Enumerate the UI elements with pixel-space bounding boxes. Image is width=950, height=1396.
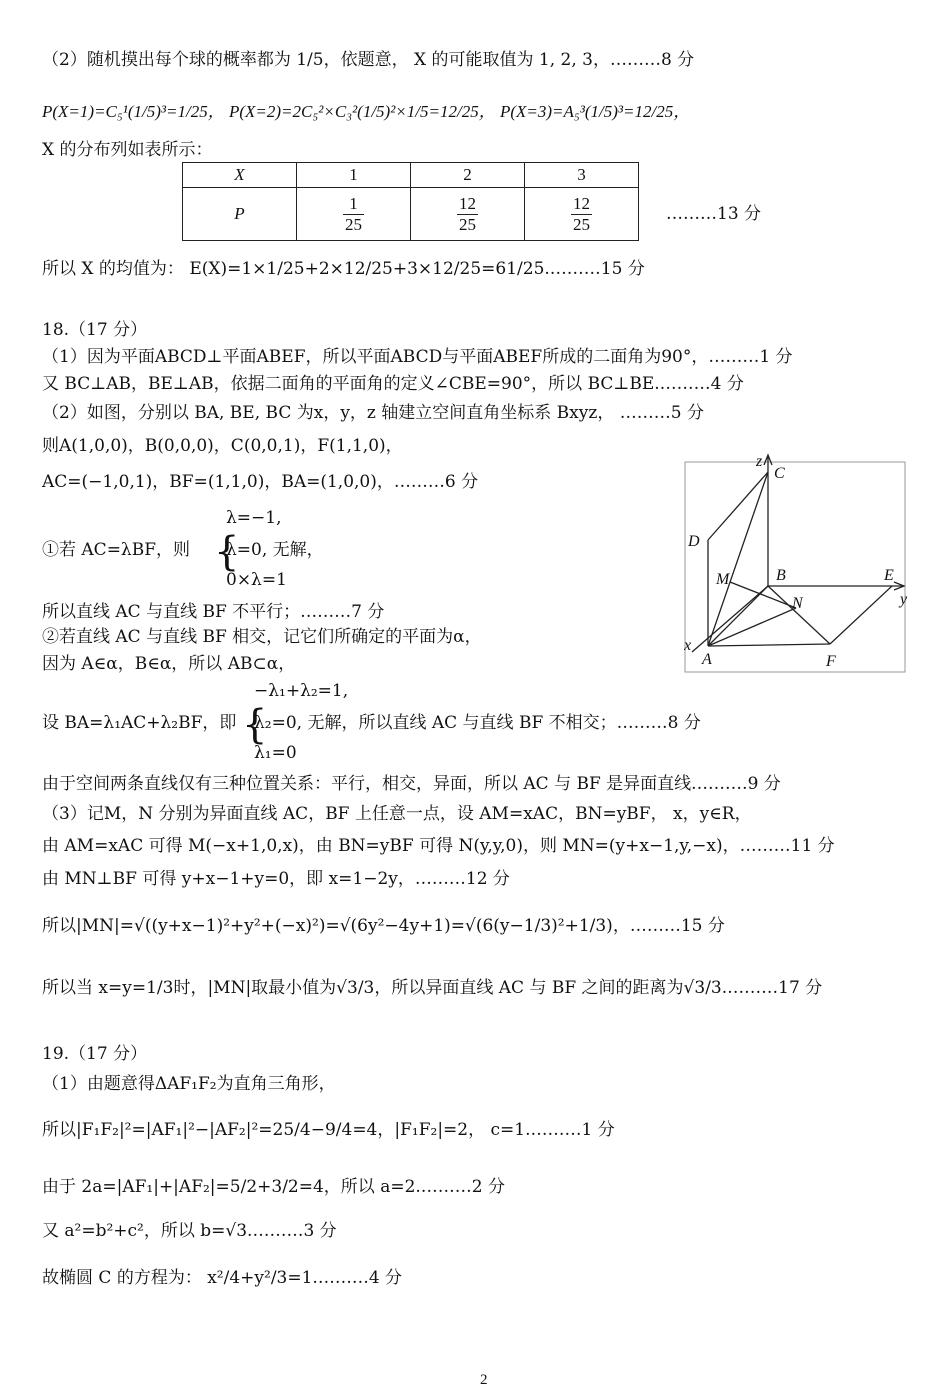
- label-d: D: [688, 533, 700, 550]
- system-1-eq3: 0×λ=1: [226, 570, 287, 590]
- line-16: （3）记M，N 分别为异面直线 AC，BF 上任意一点，设 AM=xAC，BN=yBF， x，y∈R，: [42, 804, 752, 824]
- line-23: 由于 2a=|AF₁|+|AF₂|=5/2+3/2=4，所以 a=2.………2 分: [42, 1177, 506, 1197]
- x-axis: [692, 586, 768, 652]
- label-z: z: [756, 453, 763, 470]
- table-cell: $\frac{12}{25}$: [525, 188, 639, 241]
- line-11: 所以直线 AC 与直线 BF 不平行；………7 分: [42, 602, 385, 622]
- question-18-heading: 18.（17 分）: [42, 320, 148, 340]
- label-f: F: [826, 653, 836, 670]
- edge-ac: [708, 472, 768, 646]
- line-7: （2）如图，分别以 BA, BE, BC 为x，y，z 轴建立空间直角坐标系 Bxyz， ………5 分: [42, 403, 704, 423]
- system-2-eq3: λ₁=0: [254, 743, 297, 763]
- line-1: （2）随机摸出每个球的概率都为 1/5，依题意， X 的可能取值为 1, 2, 3，………8 分: [42, 50, 695, 70]
- line-25: 故椭圆 C 的方程为： x²/4+y²/3=1.………4 分: [42, 1268, 403, 1288]
- line-20: 所以当 x=y=1/3时，|MN|取最小值为√3/3，所以异面直线 AC 与 BF 之间的距离为√3/3.………17 分: [42, 978, 823, 998]
- line-17: 由 AM=xAC 可得 M(−x+1,0,x)，由 BN=yBF 可得 N(y,y,0)，则 MN=(y+x−1,y,−x)，………11 分: [42, 836, 835, 856]
- line-12: ②若直线 AC 与直线 BF 相交，记它们所确定的平面为α，: [42, 627, 482, 647]
- table-header-2: 2: [411, 163, 525, 188]
- table-header-x: X: [183, 163, 297, 188]
- edge-fe: [830, 586, 892, 644]
- brace-1: {: [214, 529, 240, 575]
- label-e: E: [884, 567, 894, 584]
- geometry-figure: [684, 452, 908, 676]
- figure-frame: [685, 462, 905, 672]
- line-18: 由 MN⊥BF 可得 y+x−1+y=0，即 x=1−2y，………12 分: [42, 869, 510, 889]
- label-n: N: [792, 595, 803, 612]
- edge-cd: [708, 472, 768, 540]
- line-15: 由于空间两条直线仅有三种位置关系：平行，相交，异面，所以 AC 与 BF 是异面直线.………9 分: [42, 774, 781, 794]
- line-22: 所以|F₁F₂|²=|AF₁|²−|AF₂|²=25/4−9/4=4，|F₁F₂|=2， c=1.………1 分: [42, 1120, 615, 1140]
- line-13: 因为 A∈α，B∈α，所以 AB⊂α，: [42, 654, 296, 674]
- edge-ab: [708, 586, 768, 646]
- table-cell: $\frac{12}{25}$: [411, 188, 525, 241]
- line-14-lead: 设 BA=λ₁AC+λ₂BF，即: [42, 713, 237, 733]
- line-21: （1）由题意得ΔAF₁F₂为直角三角形，: [42, 1074, 336, 1094]
- table-header-1: 1: [297, 163, 411, 188]
- line-19: 所以|MN|=√((y+x−1)²+y²+(−x)²)=√(6y²−4y+1)=√(6(y−1/3)²+1/3)，………15 分: [42, 916, 725, 936]
- brace-2: {: [242, 702, 268, 748]
- line-6: 又 BC⊥AB，BE⊥AB，依据二面角的平面角的定义∠CBE=90°，所以 BC⊥BE.………4 分: [42, 374, 744, 394]
- table-row-label: P: [183, 188, 297, 241]
- line-4: 所以 X 的均值为： E(X)=1×1/25+2×12/25+3×12/25=61/25.………15 分: [42, 259, 645, 279]
- system-1-eq2: λ=0, 无解，: [226, 540, 324, 560]
- line-5: （1）因为平面ABCD⊥平面ABEF，所以平面ABCD与平面ABEF所成的二面角为90°，………1 分: [42, 347, 793, 367]
- line-3: X 的分布列如表所示：: [42, 140, 213, 160]
- line-10-lead: ①若 AC=λBF，则: [42, 540, 190, 560]
- table-cell: $\frac{1}{25}$: [297, 188, 411, 241]
- line-2: P(X=1)=C₅¹(1/5)³=1/25， P(X=2)=2C₅²×C₃²(1/5)²×1/5=12/25， P(X=3)=A₅³(1/5)³=12/25，: [42, 102, 691, 121]
- system-1-eq1: λ=−1,: [226, 508, 282, 528]
- system-2-eq2: λ₂=0, 无解，所以直线 AC 与直线 BF 不相交；………8 分: [254, 713, 701, 733]
- line-9: AC=(−1,0,1)，BF=(1,1,0)，BA=(1,0,0)，………6 分: [42, 472, 479, 492]
- label-c: C: [774, 465, 785, 482]
- question-19-heading: 19.（17 分）: [42, 1044, 148, 1064]
- page-number: 2: [480, 1372, 488, 1388]
- label-x: x: [684, 637, 692, 654]
- edge-af: [708, 644, 830, 646]
- distribution-table: [182, 162, 639, 241]
- system-2-eq1: −λ₁+λ₂=1,: [254, 681, 349, 701]
- line-24: 又 a²=b²+c²，所以 b=√3.………3 分: [42, 1221, 337, 1241]
- table-score: ………13 分: [666, 204, 762, 224]
- label-y: y: [900, 591, 908, 608]
- label-a: A: [702, 651, 712, 668]
- label-b: B: [776, 567, 786, 584]
- label-m: M: [716, 571, 730, 588]
- table-header-3: 3: [525, 163, 639, 188]
- line-8: 则A(1,0,0)，B(0,0,0)，C(0,0,1)，F(1,1,0)，: [42, 436, 403, 456]
